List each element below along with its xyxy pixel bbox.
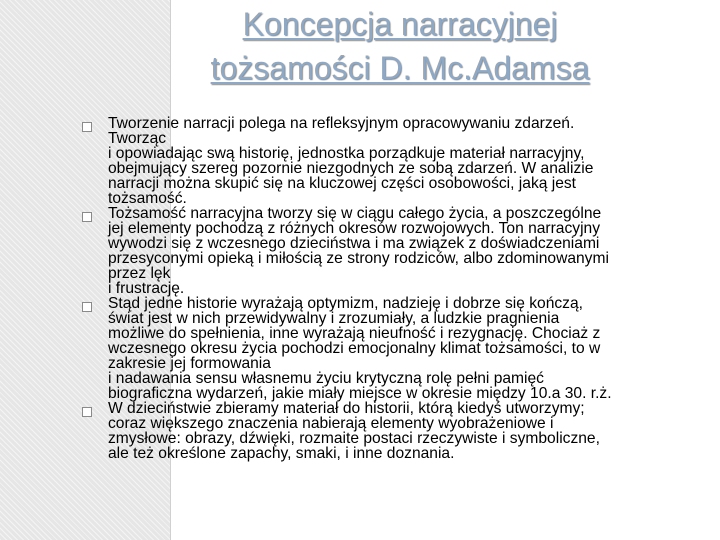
slide-title xyxy=(140,2,660,90)
bullet-line: tożsamość. xyxy=(108,190,187,207)
bullet-item-4 xyxy=(82,401,694,461)
bullet-line: Tożsamość narracyjna tworzy się w ciągu całego życia, a poszczególne xyxy=(108,205,602,222)
bullet-item-1 xyxy=(82,116,694,206)
bullet-line: wczesnego okresu życia pochodzi emocjonalny klimat tożsamości, to w xyxy=(108,340,601,357)
bullet-line: obejmujący szereg pozornie niezgodnych ze sobą zdarzeń. W analizie xyxy=(108,160,594,177)
bullet-line: i opowiadając swą historię, jednostka porządkuje materiał narracyjny, xyxy=(108,145,585,162)
bullet-line: i frustrację. xyxy=(108,280,185,297)
bullet-line: zakresie jej formowania xyxy=(108,355,271,372)
bullet-line: i nadawania sensu własnemu życiu krytyczną rolę pełni pamięć xyxy=(108,370,544,387)
slide-title-line-1: Koncepcja narracyjnej xyxy=(242,6,558,42)
bullet-list xyxy=(82,116,694,461)
bullet-line: zmysłowe: obrazy, dźwięki, rozmaite postaci rzeczywiste i symboliczne, xyxy=(108,430,600,447)
bullet-line: narracji można skupić się na kluczowej części osobowości, jaką jest xyxy=(108,175,577,192)
bullet-item-3 xyxy=(82,296,694,401)
bullet-item-2 xyxy=(82,206,694,296)
bullet-square-icon xyxy=(82,212,92,222)
bullet-square-icon xyxy=(82,122,92,132)
bullet-square-icon xyxy=(82,302,92,312)
bullet-line: Stąd jedne historie wyrażają optymizm, nadzieję i dobrze się kończą, xyxy=(108,295,583,312)
bullet-square-icon xyxy=(82,407,92,417)
bullet-line: jej elementy pochodzą z różnych okresów rozwojowych. Ton narracyjny xyxy=(108,220,601,237)
bullet-line: wywodzi się z wczesnego dzieciństwa i ma związek z doświadczeniami xyxy=(108,235,600,252)
slide-title-line-2: tożsamości D. Mc.Adamsa xyxy=(210,50,590,86)
bullet-line: biograficzna wydarzeń, jakie miały miejsce w okresie między 10.a 30. r.ż. xyxy=(108,385,612,402)
bullet-line: świat jest w nich przewidywalny i zrozumiały, a ludzkie pragnienia xyxy=(108,310,560,327)
bullet-line: coraz większego znaczenia nabierają elementy wyobrażeniowe i xyxy=(108,415,554,432)
bullet-line: możliwe do spełnienia, inne wyrażają nieufność i rezygnację. Chociaż z xyxy=(108,325,601,342)
bullet-line: ale też określone zapachy, smaki, i inne doznania. xyxy=(108,445,455,462)
bullet-line: przez lęk xyxy=(108,265,171,282)
bullet-line: Tworzenie narracji polega na refleksyjnym opracowywaniu zdarzeń. xyxy=(108,115,575,132)
bullet-line: W dzieciństwie zbieramy materiał do historii, którą kiedyś utworzymy; xyxy=(108,400,585,417)
bullet-line: przesyconymi opieką i miłością ze strony rodziców, albo zdominowanymi xyxy=(108,250,609,267)
bullet-line: Tworząc xyxy=(108,130,167,147)
